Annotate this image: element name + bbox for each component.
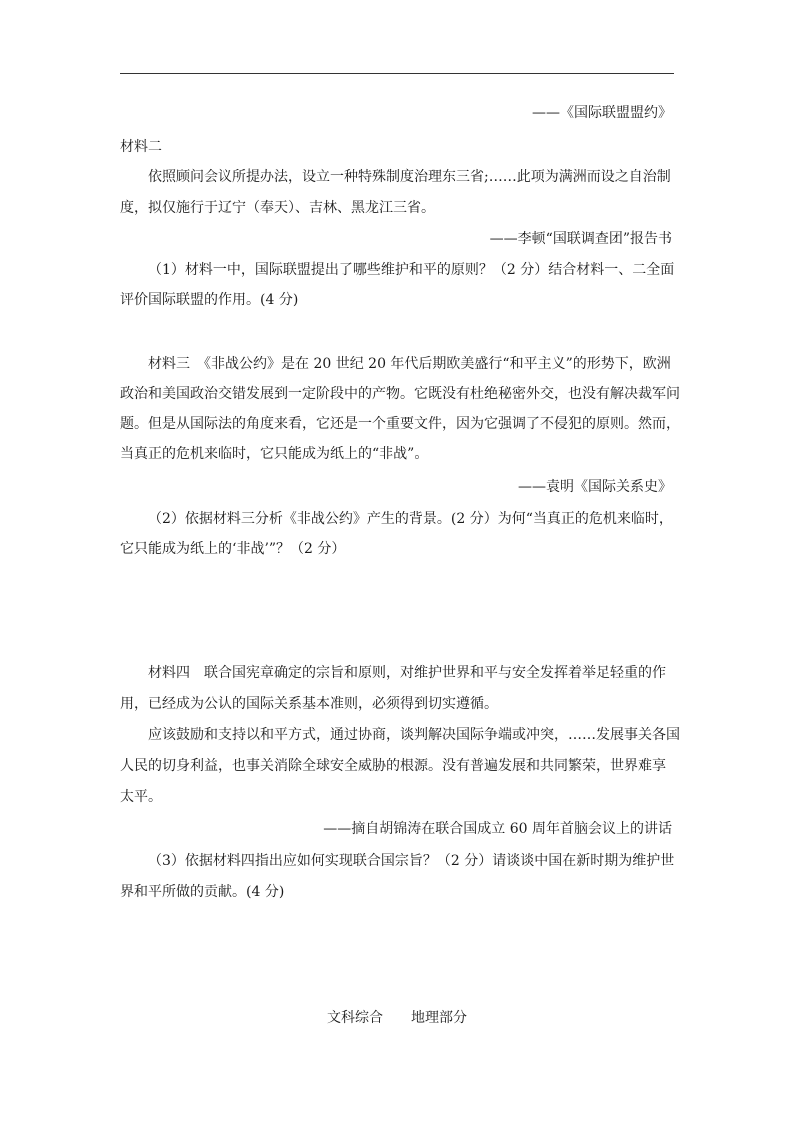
material4-line: 太平。: [120, 789, 162, 805]
source-yuan-ming: ——袁明《国际关系史》: [518, 479, 672, 495]
material2-line: 依照顾问会议所提办法，设立一种特殊制度治理东三省;……此项为满洲而设之自治制: [148, 169, 671, 185]
question1-line: 评价国际联盟的作用。(4 分): [120, 292, 299, 308]
source-lytton-report: ——李顿“国联调查团”报告书: [489, 231, 672, 247]
header-rule: [120, 73, 674, 74]
material3-line: 题。但是从国际法的角度来看，它还是一个重要文件，因为它强调了不侵犯的原则。然而，: [120, 416, 680, 432]
material4-line: 材料四 联合国宪章确定的宗旨和原则，对维护世界和平与安全发挥着举足轻重的作: [148, 665, 666, 681]
material4-line: 人民的切身利益，也事关消除全球安全威胁的根源。没有普遍发展和共同繁荣，世界难享: [120, 758, 666, 774]
question1-line: （1）材料一中，国际联盟提出了哪些维护和平的原则？（2 分）结合材料一、二全面: [148, 262, 675, 278]
question2-line: （2）依据材料三分析《非战公约》产生的背景。(2 分）为何“当真正的危机来临时，: [148, 511, 673, 527]
page-footer: [0, 1008, 794, 1028]
material3-line: 材料三 《非战公约》是在 20 世纪 20 年代后期欧美盛行“和平主义”的形势下，欧洲: [148, 356, 671, 372]
question2-line: 它只能成为纸上的‘非战’”？（2 分）: [120, 541, 346, 557]
material4-line: 应该鼓励和支持以和平方式，通过协商，谈判解决国际争端或冲突，……发展事关各国: [148, 727, 680, 743]
material2-line: 度，拟仅施行于辽宁（奉天）、吉林、黑龙江三省。: [120, 200, 435, 216]
footer-section: 地理部分: [411, 1010, 467, 1026]
material2-heading: 材料二: [120, 139, 162, 155]
footer-subject: 文科综合: [327, 1010, 383, 1026]
material4-line: 用，已经成为公认的国际关系基本准则，必须得到切实遵循。: [120, 696, 498, 712]
material3-line: 政治和美国政治交错发展到一定阶段中的产物。它既没有杜绝秘密外交，也没有解决裁军问: [120, 386, 680, 402]
material3-line: 当真正的危机来临时，它只能成为纸上的“非战”。: [120, 446, 429, 462]
question3-line: （3）依据材料四指出应如何实现联合国宗旨？（2 分）请谈谈中国在新时期为维护世: [148, 853, 675, 869]
source-covenant: ——《国际联盟盟约》: [532, 105, 672, 121]
source-hu-jintao-speech: ——摘自胡锦涛在联合国成立 60 周年首脑会议上的讲话: [323, 821, 672, 837]
question3-line: 界和平所做的贡献。(4 分): [120, 884, 285, 900]
